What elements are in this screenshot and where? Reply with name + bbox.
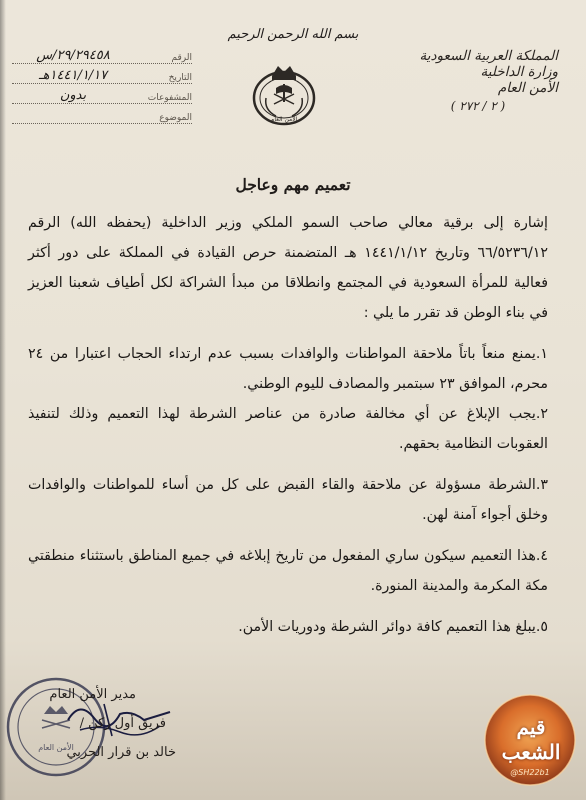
meta-row-number	[12, 44, 192, 64]
meta-row-subject	[12, 104, 192, 124]
letterhead-reference-code: ( ٢ / ٢٧٢ )	[450, 99, 506, 113]
meta-value: ١٤٤١/١/١٧هـ	[38, 68, 108, 83]
directive-item: ٤.هذا التعميم سيكون ساري المفعول من تاريخ إبلاغه في جميع المناطق باستثناء منطقتي مكة المكرمة والمدينة المنورة.	[28, 548, 548, 594]
signatory-rank: فريق أول ركن /	[79, 716, 166, 731]
letterhead-line-kingdom: المملكة العربية السعودية	[419, 48, 558, 64]
meta-value: بدون	[59, 88, 87, 103]
document-body	[28, 208, 548, 642]
directive-item: ٢.يجب الإبلاغ عن أي مخالفة صادرة من عناصر الشرطة لهذا التعميم وذلك لتنفيذ العقوبات النظامية بحقهم.	[28, 406, 548, 452]
meta-row-date	[12, 64, 192, 84]
watermark-word-2: الشعب	[501, 740, 561, 764]
signature-block	[6, 680, 176, 767]
watermark-word-1: قيم	[516, 715, 546, 739]
meta-row-attachments	[12, 84, 192, 104]
signatory-name: خالد بن قرار الحربي	[66, 745, 176, 760]
watermark-handle: @SH22b1	[510, 768, 550, 777]
emblem-caption: الأمن العام	[270, 116, 298, 123]
letterhead-right	[398, 48, 558, 114]
meta-label: المشفوعات	[147, 93, 192, 103]
directive-item: ٣.الشرطة مسؤولة عن ملاحقة والقاء القبض على كل من أساء للمواطنات والوافدات وخلق أجواء آمنة لهن.	[28, 477, 548, 523]
reference-metadata	[12, 44, 192, 124]
basmala-motto: بسم الله الرحمن الرحيم	[227, 27, 359, 42]
letterhead-line-ministry: وزارة الداخلية	[480, 64, 558, 80]
directive-item: ٥.يبلغ هذا التعميم كافة دوائر الشرطة ودوريات الأمن.	[238, 619, 548, 635]
document-subject: تعميم مهم وعاجل	[235, 175, 351, 194]
signatory-title: مدير الأمن العام	[49, 687, 136, 702]
meta-label: الموضوع	[159, 113, 192, 123]
stamp-text: الأمن العام	[38, 743, 74, 752]
meta-label: الرقم	[171, 53, 192, 63]
meta-label: التاريخ	[168, 73, 192, 83]
directive-item: ١.يمنع منعاً باتاً ملاحقة المواطنات والوافدات بسبب عدم ارتداء الحجاب اعتبارا من ٢٤ محرم، الموافق ٢٣ سبتمبر والمصادف لليوم الوطني.	[28, 346, 548, 392]
meta-value: ٢٩/٢٩٤٥٨/س	[36, 48, 110, 63]
intro-paragraph: إشارة إلى برقية معالي صاحب السمو الملكي وزير الداخلية (يحفظه الله) الرقم ٦٦/٥٢٣٦/١٢ وتاريخ ١٤٤١/١/١٢ هـ المتضمنة حرص القيادة في المملكة على دور أكثر فعالية للمرأة السعودية في المجتمع وانطلاقا من مبدأ الشراكة لكل أطياف شعبنا العزيز في بناء الوطن قد تقرر ما يلي :	[28, 215, 548, 321]
letterhead-line-department: الأمن العام	[497, 80, 558, 96]
